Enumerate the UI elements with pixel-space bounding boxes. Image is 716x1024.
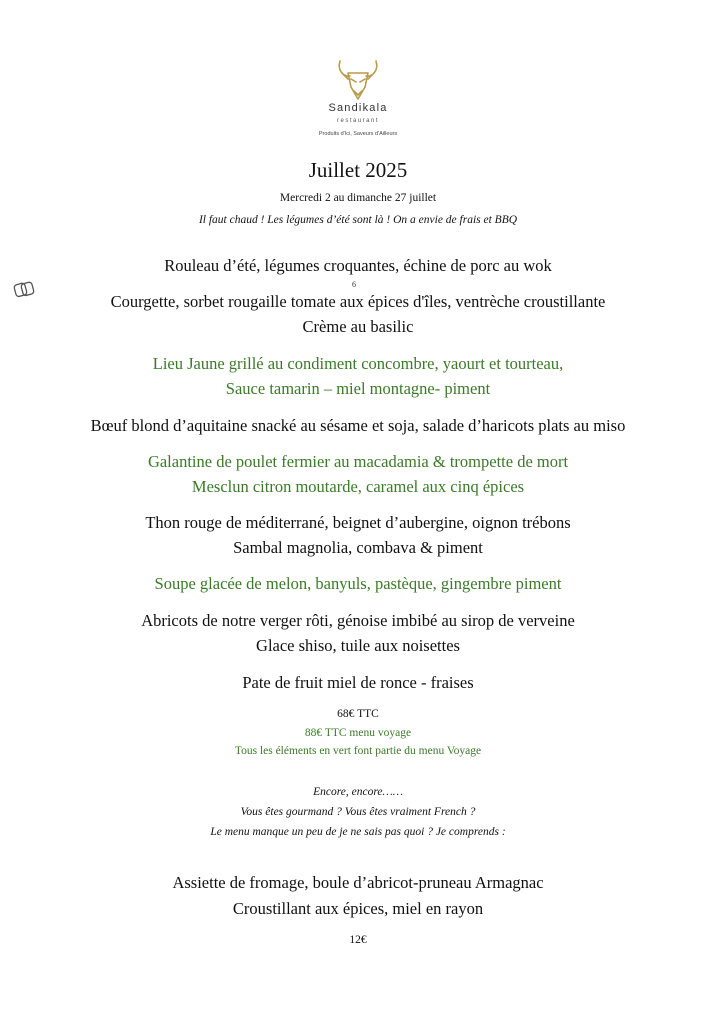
- extra-price: 12€: [349, 934, 367, 946]
- course-2-line-1: Courgette, sorbet rougaille tomate aux épices d'îles, ventrèche croustillante: [110, 292, 606, 311]
- page-title: Juillet 2025: [308, 158, 408, 182]
- voyage-note: Tous les éléments en vert font partie du menu Voyage: [234, 745, 482, 757]
- menu-dates: Mercredi 2 au dimanche 27 juillet: [279, 192, 437, 204]
- course-4-line-1: Bœuf blond d’aquitaine snacké au sésame et soja, salade d’haricots plats au miso: [90, 416, 626, 435]
- brand-name: Sandikala: [328, 102, 388, 114]
- extra-intro-3: Le menu manque un peu de je ne sais pas quoi ? Je comprends :: [210, 826, 506, 838]
- extra-dish-line-1: Assiette de fromage, boule d’abricot-pruneau Armagnac: [172, 873, 544, 892]
- extra-dish-line-2: Croustillant aux épices, miel en rayon: [232, 899, 484, 918]
- course-2-line-2: Crème au basilic: [302, 317, 414, 336]
- brand-subtitle: restaurant: [336, 118, 379, 124]
- course-6-line-2: Sambal magnolia, combava & piment: [233, 538, 483, 557]
- course-9-line-1: Pate de fruit miel de ronce - fraises: [242, 673, 474, 692]
- bull-head-logo-icon: [334, 55, 382, 105]
- marker-glyph: 6: [352, 280, 356, 289]
- course-3-line-1: Lieu Jaune grillé au condiment concombre, yaourt et tourteau,: [152, 354, 564, 373]
- extra-intro-2: Vous êtes gourmand ? Vous êtes vraiment French ?: [240, 806, 476, 818]
- extra-intro-1: Encore, encore……: [313, 786, 403, 798]
- voyage-price: 88€ TTC menu voyage: [304, 727, 412, 739]
- course-5-line-1: Galantine de poulet fermier au macadamia & trompette de mort: [147, 452, 569, 471]
- course-5-line-2: Mesclun citron moutarde, caramel aux cinq épices: [191, 477, 525, 496]
- menu-intro: Il faut chaud ! Les légumes d’été sont là ! On a envie de frais et BBQ: [198, 214, 518, 226]
- course-8-line-1: Abricots de notre verger rôti, génoise imbibé au sirop de verveine: [141, 611, 575, 630]
- menu-price: 68€ TTC: [337, 708, 379, 720]
- course-7-line-1: Soupe glacée de melon, banyuls, pastèque, gingembre piment: [154, 574, 562, 593]
- course-6-line-1: Thon rouge de méditerrané, beignet d’aubergine, oignon trébons: [145, 513, 571, 532]
- brand-tagline: Produits d'Ici, Saveurs d'Ailleurs: [318, 131, 398, 137]
- course-1-line-1: Rouleau d’été, légumes croquantes, échine de porc au wok: [164, 256, 552, 275]
- course-8-line-2: Glace shiso, tuile aux noisettes: [256, 636, 460, 655]
- course-3-line-2: Sauce tamarin – miel montagne- piment: [225, 379, 491, 398]
